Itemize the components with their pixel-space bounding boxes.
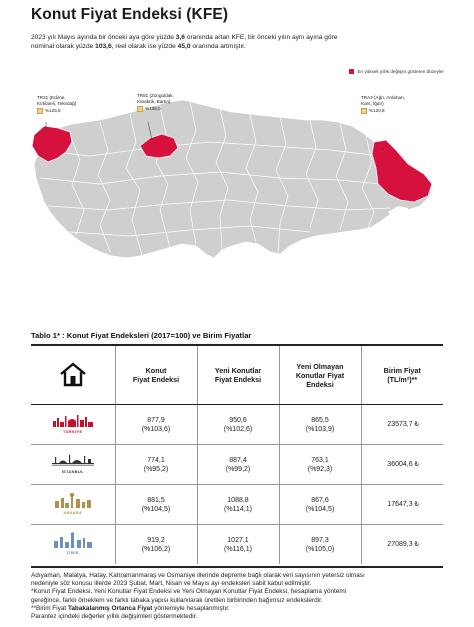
kfe-cell: 919,2 (%106,2) <box>115 525 197 565</box>
page-title: Konut Fiyat Endeksi (KFE) <box>31 6 229 23</box>
turkiye-skyline-icon <box>49 413 97 427</box>
price-cell: 23573,7 ₺ <box>361 405 443 445</box>
turkey-map <box>0 60 474 300</box>
kfe-cell: 774,1 (%95,2) <box>115 445 197 485</box>
table-header-row <box>31 346 443 405</box>
monthly-change: 3,6 <box>175 34 185 41</box>
table-rule-bottom <box>31 566 443 568</box>
new-cell: 950,6 (%102,6) <box>197 405 279 445</box>
footnote-line: Adıyaman, Malatya, Hatay, Kahramanmaraş ve Osmaniye illerinde depreme bağlı olarak veri sayısının yetersiz olması <box>31 572 365 579</box>
callout-value: %135,0 <box>145 106 161 111</box>
new-cell: 1088,8 (%114,1) <box>197 485 279 525</box>
table-title: Tablo 1* : Konut Fiyat Endeksleri (2017=100) ve Birim Fiyatlar <box>31 331 252 340</box>
turkey-outline <box>32 100 432 258</box>
col-header-new: Yeni Konutlar Fiyat Endeksi <box>197 346 279 405</box>
col-header-price: Birim Fiyat (TL/m²)** <box>361 346 443 405</box>
kfe-cell: 877,9 (%103,6) <box>115 405 197 445</box>
city-logo-cell <box>31 405 115 445</box>
table-row <box>31 485 443 525</box>
footnotes <box>31 572 451 621</box>
callout-value: %125,5 <box>45 108 61 113</box>
footnote-line: gereğince, farklı örneklem ve farklı tabaka yapısı kullanılarak üretilen birbirinden bağımsız endekslerdir. <box>31 596 323 604</box>
legend-swatch <box>349 69 354 74</box>
new-cell: 1027,1 (%116,1) <box>197 525 279 565</box>
city-name: TÜRKİYE <box>63 429 83 434</box>
table-row <box>31 445 443 485</box>
map-legend <box>349 69 444 74</box>
old-cell: 897,3 (%105,0) <box>279 525 361 565</box>
istanbul-skyline-icon <box>49 453 97 467</box>
house-icon-cell <box>31 346 115 405</box>
city-name: İZMİR <box>66 550 79 555</box>
old-cell: 763,1 (%92,3) <box>279 445 361 485</box>
footnote-line: *Konut Fiyat Endeksi, Yeni Konutlar Fiyat Endeksi ve Yeni Olmayan Konutlar Fiyat Endeksi, hesaplama yöntemi <box>31 588 347 596</box>
city-name: ANKARA <box>63 510 83 515</box>
city-logo-cell <box>31 445 115 485</box>
footnote-line: nedeniyle söz konusu illerde 2023 Şubat, Mart, Nisan ve Mayıs ayı endeksleri sabit kabul edilmiştir. <box>31 580 312 588</box>
callout-tra2: TRA2 (Ağrı, Ardahan, Kars, Iğdır) %120,8 <box>361 95 405 113</box>
price-cell: 36004,6 ₺ <box>361 445 443 485</box>
callout-tr81: TR81 (Zonguldak, Karabük, Bartın) %135,0 <box>137 93 174 111</box>
old-cell: 867,6 (%104,5) <box>279 485 361 525</box>
intro-text: 2023 yılı Mayıs ayında bir önceki aya göre yüzde 3,6 oranında artan KFE, bir önceki yılın aynı ayına göre nominal olarak yüzde 103,6, reel olarak ise yüzde 45,0 oranında artmıştır. <box>31 34 338 50</box>
city-name: İSTANBUL <box>61 469 84 474</box>
ankara-skyline-icon <box>49 492 97 508</box>
old-cell: 865,5 (%103,9) <box>279 405 361 445</box>
legend-label: En yüksek yıllık değişim gösteren düzeyler <box>357 69 444 74</box>
city-logo-cell <box>31 485 115 525</box>
real-change: 45,0 <box>177 43 191 50</box>
pct-swatch <box>361 108 367 114</box>
pct-swatch <box>137 106 143 112</box>
callout-tr21: TR21 (Edirne, Kırklareli, Tekirdağ) %125,5 <box>37 95 77 113</box>
kfe-table <box>31 346 443 564</box>
city-logo-cell <box>31 525 115 565</box>
footnote-line: Parantez içindeki değerler yıllık değişimleri göstermektedir. <box>31 613 198 621</box>
table-row <box>31 525 443 565</box>
callout-value: %120,8 <box>369 108 385 113</box>
nominal-change: 103,6 <box>95 43 112 50</box>
pct-swatch <box>37 108 43 114</box>
table-row <box>31 405 443 445</box>
price-cell: 17647,3 ₺ <box>361 485 443 525</box>
kfe-cell: 881,5 (%104,5) <box>115 485 197 525</box>
col-header-kfe: Konut Fiyat Endeksi <box>115 346 197 405</box>
footnote-line: **Birim Fiyat Tabakalanmış Ortanca Fiyat yöntemiyle hesaplanmıştır. <box>31 604 230 612</box>
new-cell: 887,4 (%99,2) <box>197 445 279 485</box>
izmir-skyline-icon <box>49 532 97 548</box>
price-cell: 27089,3 ₺ <box>361 525 443 565</box>
col-header-old: Yeni Olmayan Konutlar Fiyat Endeksi <box>279 346 361 405</box>
house-icon <box>58 361 88 387</box>
